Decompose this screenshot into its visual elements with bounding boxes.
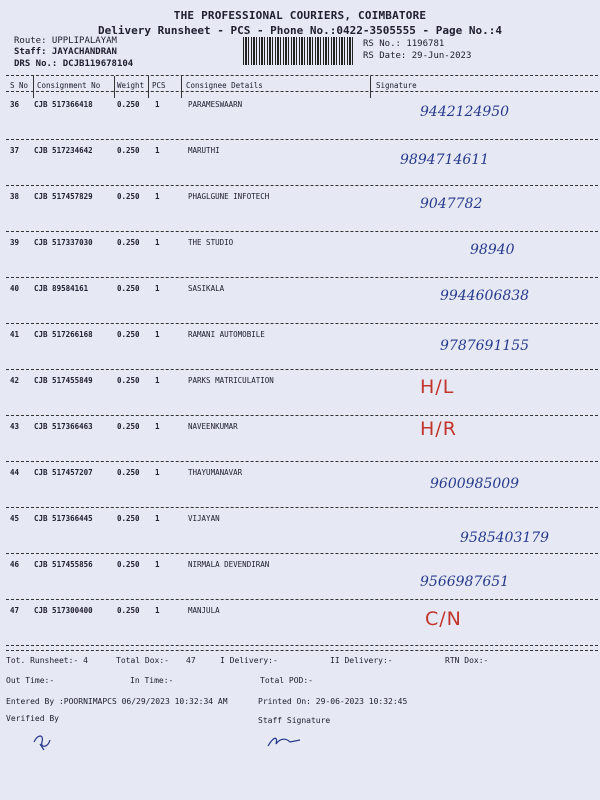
i-delivery: I Delivery:- <box>220 656 278 665</box>
consignee-name: NIRMALA DEVENDIRAN <box>188 560 270 569</box>
handwritten-signature: 98940 <box>470 242 515 258</box>
col-pcs: PCS <box>152 81 166 90</box>
consignee-name: MARUTHI <box>188 146 220 155</box>
row-divider <box>6 461 598 462</box>
divider <box>6 650 598 651</box>
col-divider <box>181 76 182 98</box>
consignment-number: CJB 517300400 <box>34 606 93 615</box>
barcode <box>243 37 354 65</box>
handwritten-signature: 9787691155 <box>440 338 530 354</box>
weight-value: 0.250 <box>117 100 140 109</box>
serial-number: 38 <box>10 192 20 201</box>
row-divider <box>6 323 598 324</box>
rs-date: RS Date: 29-Jun-2023 <box>363 51 472 61</box>
serial-number: 44 <box>10 468 20 477</box>
serial-number: 39 <box>10 238 20 247</box>
handwritten-signature: 9442124950 <box>420 104 510 120</box>
table-row <box>6 602 598 648</box>
table-row <box>6 188 598 234</box>
table-row <box>6 280 598 326</box>
handwritten-signature: H/R <box>420 418 457 440</box>
runsheet-subtitle: Delivery Runsheet - PCS - Phone No.:0422-3505555 - Page No.:4 <box>98 24 502 37</box>
printed-on: Printed On: 29-06-2023 10:32:45 <box>258 697 408 706</box>
route-label: Route: UPPLIPALAYAM <box>14 36 117 46</box>
pcs-value: 1 <box>155 330 160 339</box>
serial-number: 46 <box>10 560 20 569</box>
ii-delivery: II Delivery:- <box>330 656 393 665</box>
row-divider <box>6 231 598 232</box>
row-divider <box>6 277 598 278</box>
consignment-number: CJB 89584161 <box>34 284 89 293</box>
consignment-number: CJB 517234642 <box>34 146 93 155</box>
consignee-name: PARAMESWAARN <box>188 100 243 109</box>
row-divider <box>6 369 598 370</box>
col-sno: S No <box>10 81 29 90</box>
pcs-value: 1 <box>155 192 160 201</box>
col-divider <box>114 76 115 98</box>
table-row <box>6 464 598 510</box>
consignee-name: THAYUMANAVAR <box>188 468 243 477</box>
weight-value: 0.250 <box>117 192 140 201</box>
row-divider <box>6 185 598 186</box>
consignee-name: THE STUDIO <box>188 238 234 247</box>
table-row <box>6 510 598 556</box>
col-consignment: Consignment No <box>37 81 101 90</box>
row-divider <box>6 415 598 416</box>
table-row <box>6 418 598 464</box>
weight-value: 0.250 <box>117 330 140 339</box>
pcs-value: 1 <box>155 238 160 247</box>
consignee-name: PARKS MATRICULATION <box>188 376 274 385</box>
staff-signature-label: Staff Signature <box>258 716 331 725</box>
serial-number: 40 <box>10 284 20 293</box>
table-row <box>6 142 598 188</box>
row-divider <box>6 645 598 646</box>
rtn-dox: RTN Dox:- <box>445 656 489 665</box>
serial-number: 37 <box>10 146 20 155</box>
staff-label: Staff: JAYACHANDRAN <box>14 47 117 57</box>
weight-value: 0.250 <box>117 468 140 477</box>
consignment-number: CJB 517366463 <box>34 422 93 431</box>
consignee-name: PHAGLGUNE INFOTECH <box>188 192 270 201</box>
col-divider <box>370 76 371 98</box>
table-row <box>6 326 598 372</box>
consignment-number: CJB 517457829 <box>34 192 93 201</box>
weight-value: 0.250 <box>117 422 140 431</box>
pcs-value: 1 <box>155 560 160 569</box>
consignment-number: CJB 517366445 <box>34 514 93 523</box>
pcs-value: 1 <box>155 284 160 293</box>
serial-number: 36 <box>10 100 20 109</box>
col-weight: Weight <box>117 81 145 90</box>
weight-value: 0.250 <box>117 376 140 385</box>
rs-number: RS No.: 1196781 <box>363 39 445 49</box>
col-divider <box>148 76 149 98</box>
divider <box>6 91 598 92</box>
handwritten-signature: 9600985009 <box>430 476 520 492</box>
total-dox-label: Total Dox:- <box>116 656 169 665</box>
consignment-number: CJB 517455849 <box>34 376 93 385</box>
weight-value: 0.250 <box>117 238 140 247</box>
pcs-value: 1 <box>155 376 160 385</box>
row-divider <box>6 599 598 600</box>
handwritten-signature: 9894714611 <box>400 152 490 168</box>
table-row <box>6 234 598 280</box>
weight-value: 0.250 <box>117 606 140 615</box>
serial-number: 45 <box>10 514 20 523</box>
verified-by: Verified By <box>6 714 59 723</box>
serial-number: 41 <box>10 330 20 339</box>
row-divider <box>6 553 598 554</box>
consignment-number: CJB 517366418 <box>34 100 93 109</box>
serial-number: 43 <box>10 422 20 431</box>
consignment-number: CJB 517457207 <box>34 468 93 477</box>
weight-value: 0.250 <box>117 146 140 155</box>
handwritten-signature: 9585403179 <box>460 530 550 546</box>
tot-runsheet: Tot. Runsheet:- 4 <box>6 656 88 665</box>
drs-number: DRS No.: DCJB119678104 <box>14 59 134 69</box>
consignee-name: SASIKALA <box>188 284 225 293</box>
weight-value: 0.250 <box>117 514 140 523</box>
pcs-value: 1 <box>155 468 160 477</box>
col-consignee: Consignee Details <box>186 81 263 90</box>
col-divider <box>33 76 34 98</box>
divider <box>6 75 598 76</box>
consignment-number: CJB 517455856 <box>34 560 93 569</box>
out-time: Out Time:- <box>6 676 55 685</box>
col-signature: Signature <box>376 81 417 90</box>
weight-value: 0.250 <box>117 560 140 569</box>
pcs-value: 1 <box>155 514 160 523</box>
staff-initials <box>266 732 302 752</box>
handwritten-signature: 9047782 <box>420 196 483 212</box>
table-row <box>6 556 598 602</box>
entered-by: Entered By :POORNIMAPCS 06/29/2023 10:32:34 AM <box>6 697 228 706</box>
weight-value: 0.250 <box>117 284 140 293</box>
consignee-name: VIJAYAN <box>188 514 220 523</box>
serial-number: 47 <box>10 606 20 615</box>
pcs-value: 1 <box>155 606 160 615</box>
pcs-value: 1 <box>155 422 160 431</box>
total-pod: Total POD:- <box>260 676 313 685</box>
handwritten-signature: 9944606838 <box>440 288 530 304</box>
consignment-number: CJB 517337030 <box>34 238 93 247</box>
handwritten-signature: 9566987651 <box>420 574 510 590</box>
consignee-name: NAVEENKUMAR <box>188 422 238 431</box>
row-divider <box>6 139 598 140</box>
table-row <box>6 372 598 418</box>
table-row <box>6 96 598 142</box>
consignment-number: CJB 517266168 <box>34 330 93 339</box>
pcs-value: 1 <box>155 146 160 155</box>
company-title: THE PROFESSIONAL COURIERS, COIMBATORE <box>173 9 427 22</box>
pcs-value: 1 <box>155 100 160 109</box>
serial-number: 42 <box>10 376 20 385</box>
verifier-initials <box>30 732 54 752</box>
handwritten-signature: H/L <box>420 376 455 398</box>
consignee-name: MANJULA <box>188 606 220 615</box>
total-dox-value: 47 <box>186 656 196 665</box>
handwritten-signature: C/N <box>425 608 462 630</box>
consignee-name: RAMANI AUTOMOBILE <box>188 330 265 339</box>
in-time: In Time:- <box>130 676 174 685</box>
row-divider <box>6 507 598 508</box>
